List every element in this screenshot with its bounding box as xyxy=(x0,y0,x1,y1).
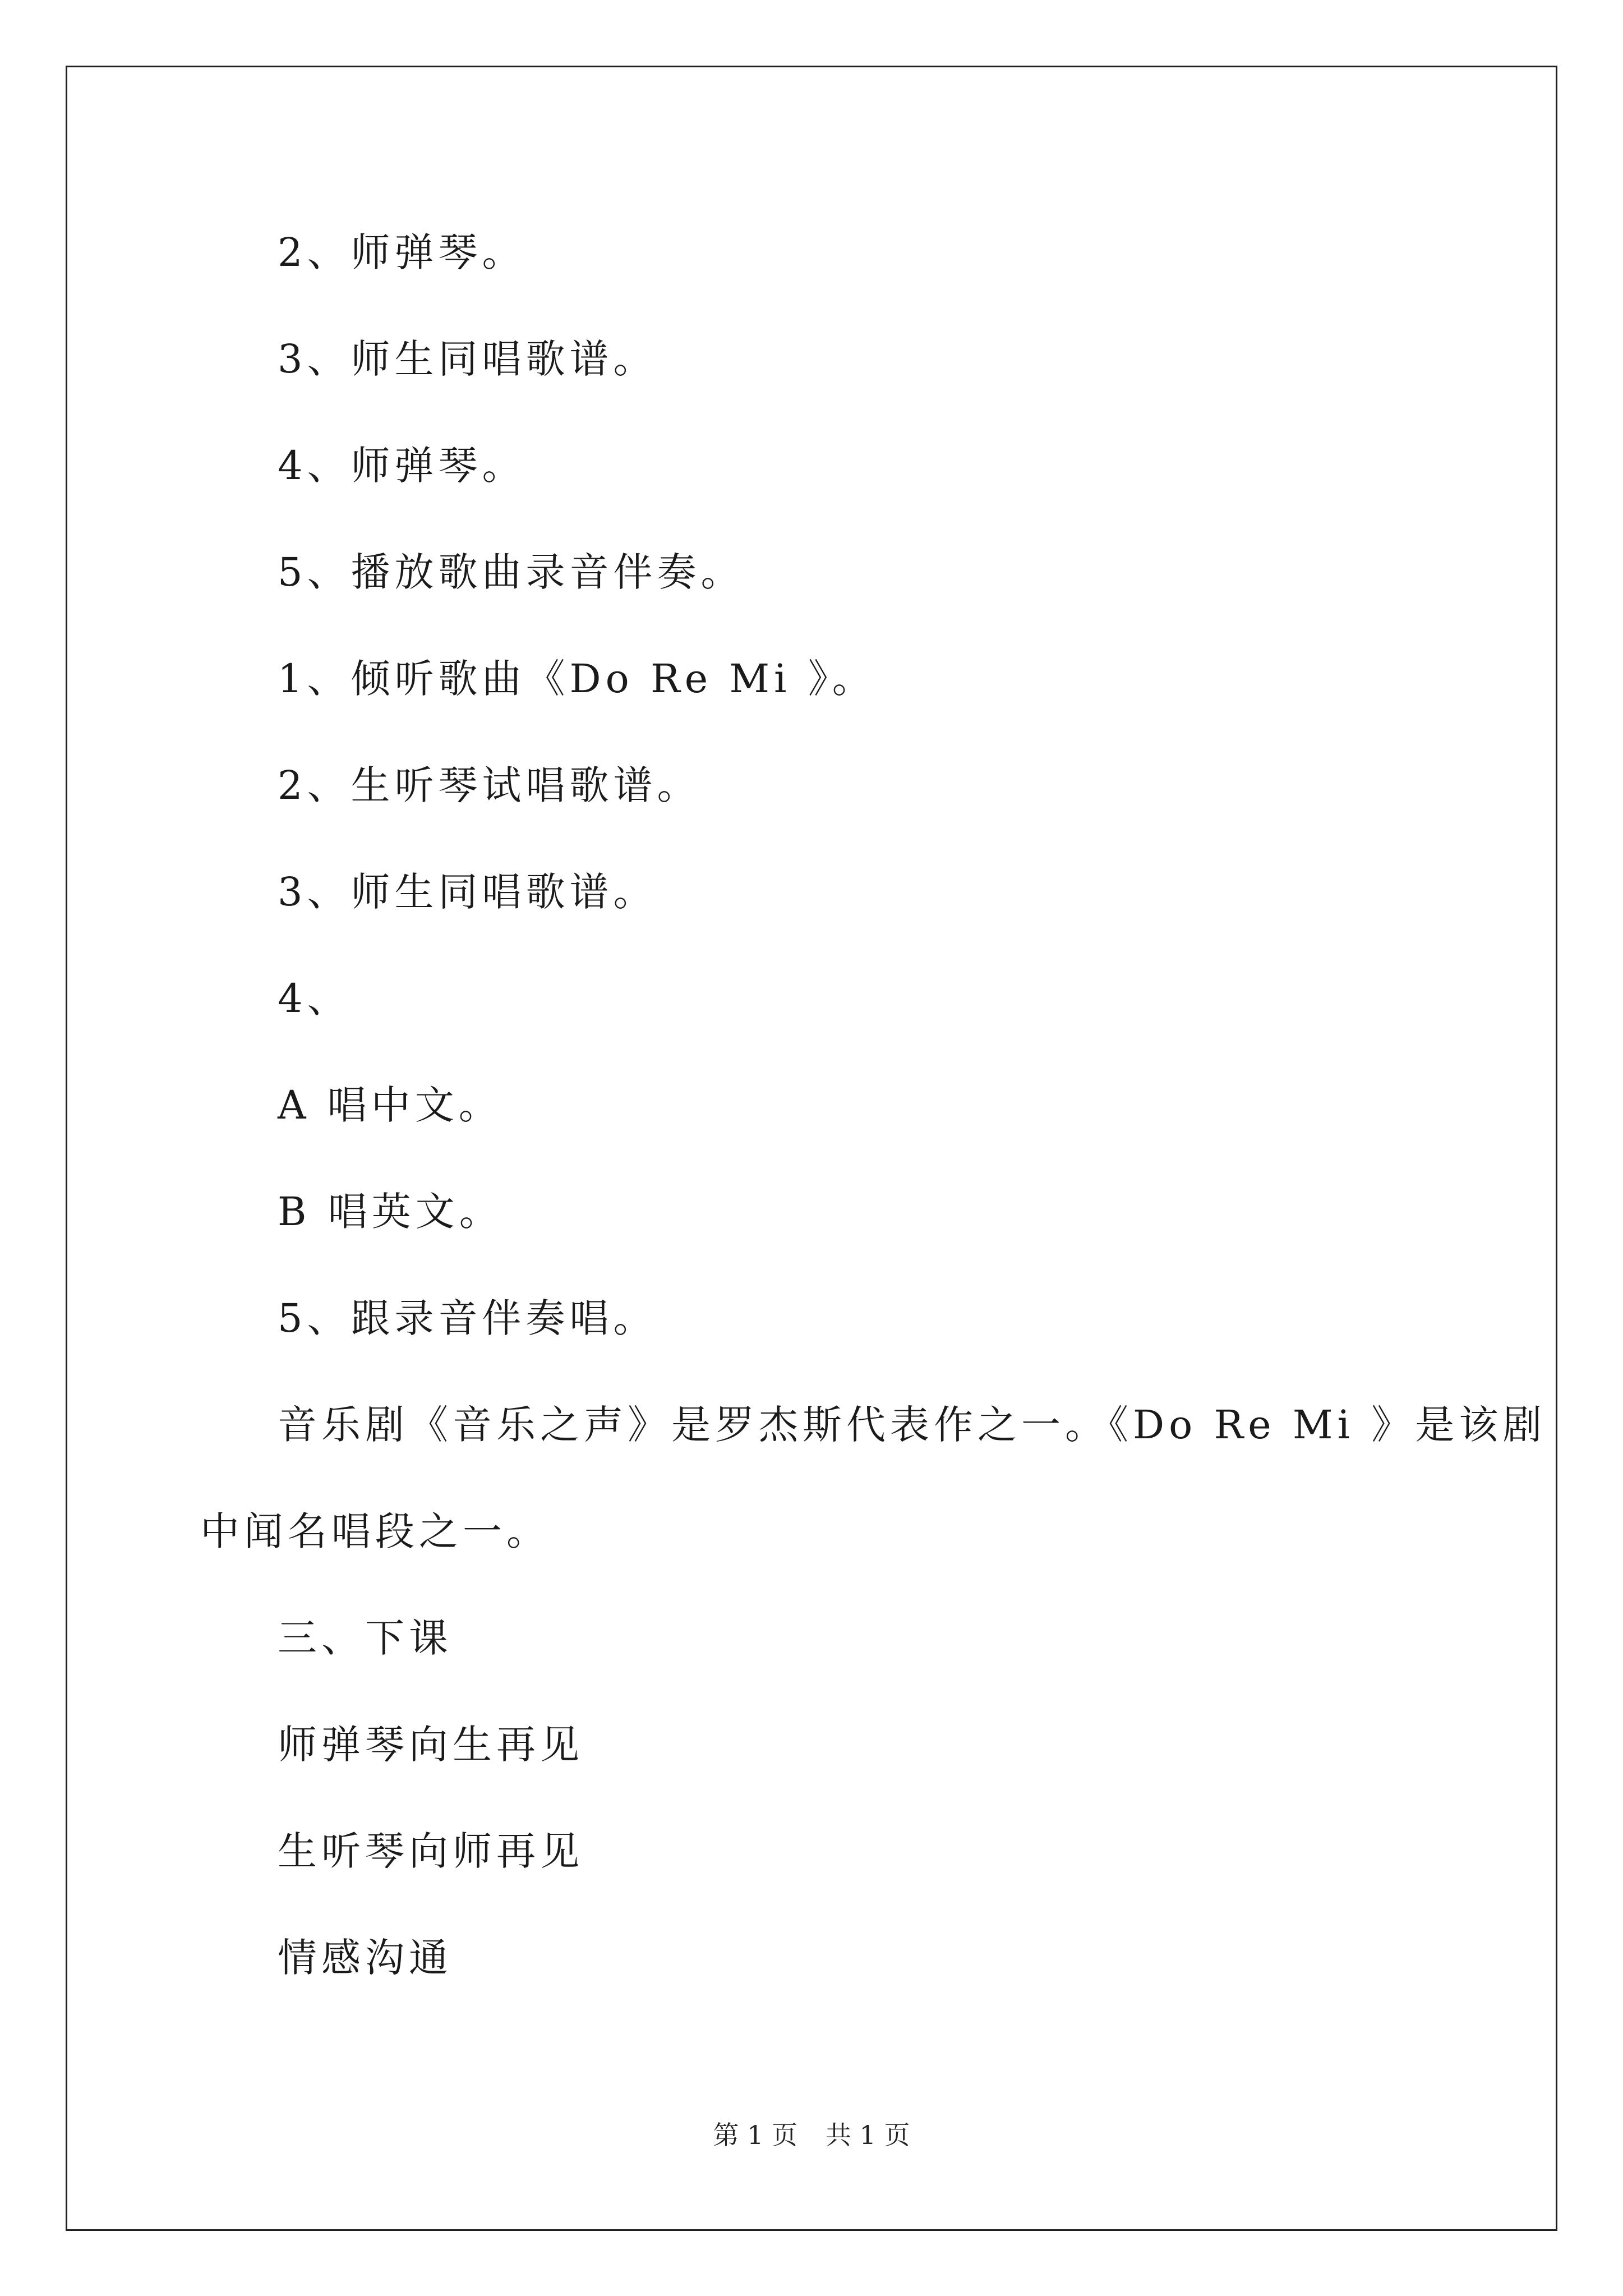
text-line-4: 5、播放歌曲录音伴奏。 xyxy=(278,549,745,595)
text-line-8: 4、 xyxy=(278,976,351,1022)
text-line-12: 音乐剧《音乐之声》是罗杰斯代表作之一。《Do Re Mi 》是该剧 xyxy=(278,1402,1547,1448)
text-line-2: 3、师生同唱歌谱。 xyxy=(278,336,657,382)
page-footer xyxy=(0,2118,1623,2152)
text-line-15: 师弹琴向生再见 xyxy=(278,1722,584,1768)
text-line-14: 三、下课 xyxy=(278,1615,453,1661)
text-line-11: 5、跟录音伴奏唱。 xyxy=(278,1295,657,1341)
page-border xyxy=(66,66,1557,2231)
text-line-13: 中闻名唱段之一。 xyxy=(200,1508,550,1554)
page-total: 共 1 页 xyxy=(826,2120,910,2150)
text-line-17: 情感沟通 xyxy=(278,1935,453,1981)
text-line-6: 2、生听琴试唱歌谱。 xyxy=(278,762,701,808)
text-line-9: A 唱中文。 xyxy=(278,1082,502,1128)
text-line-7: 3、师生同唱歌谱。 xyxy=(278,869,657,915)
text-line-5: 1、倾听歌曲《Do Re Mi 》。 xyxy=(278,656,876,702)
text-line-10: B 唱英文。 xyxy=(278,1189,503,1235)
text-line-1: 2、师弹琴。 xyxy=(278,229,526,275)
page-number: 第 1 页 xyxy=(713,2120,797,2150)
text-line-3: 4、师弹琴。 xyxy=(278,443,526,489)
text-line-16: 生听琴向师再见 xyxy=(278,1828,584,1874)
